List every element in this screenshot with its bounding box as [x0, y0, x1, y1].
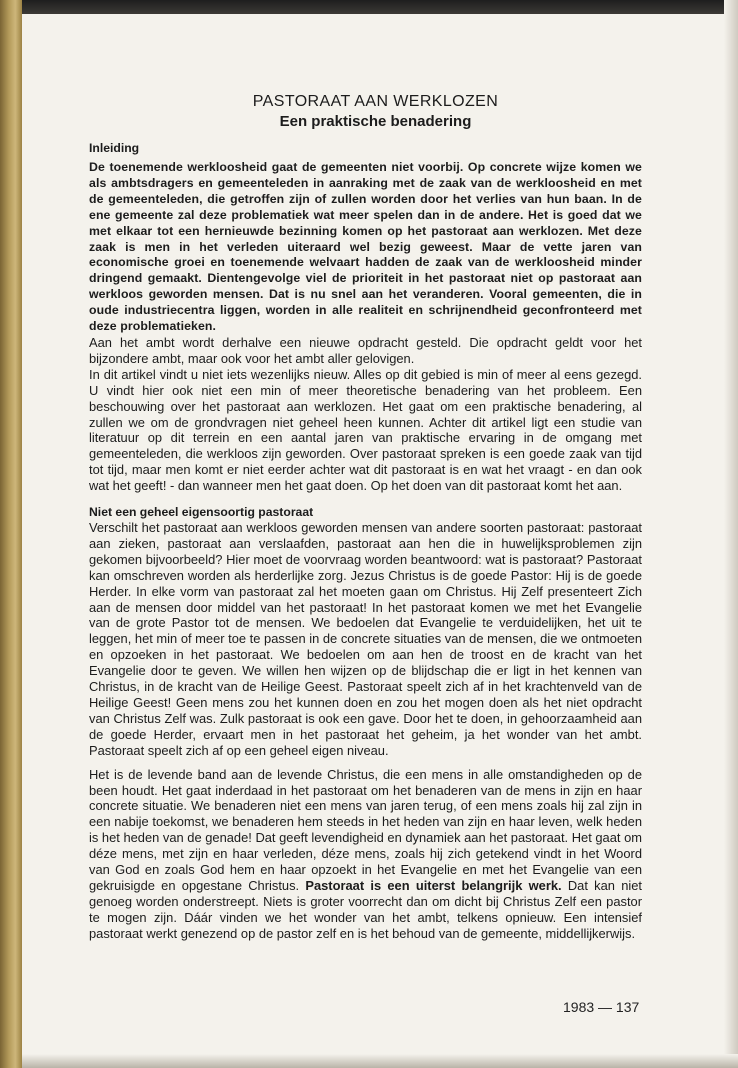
intro-paragraph: De toenemende werkloosheid gaat de gemeenten niet voorbij. Op concrete wijze komen we als ambtsdragers en gemeenteleden in aanraking met de zaak van de werkloosheid en met de gemeenteleden, die getroffen zijn of zullen worden door het verlies van hun baan. In de ene gemeente zal deze problematiek wat meer spelen dan in de andere. Het is goed dat we met elkaar tot een hernieuwde bezinning komen op het pastoraat aan werklozen. Met deze zaak is men in het verleden uiteraard wel bezig geweest. Maar de vette jaren van economische groei en toenemende welvaart hadden de zaak van de werkloosheid minder dringend gemaakt. Dientengevolge viel de prioriteit in het pastoraat niet op pastoraat aan werkloos geworden mensen. Dat is nu snel aan het veranderen. Vooral gemeenten, die in oude industriecentra liggen, worden in alle realiteit en schrijnendheid geconfronteerd met deze problematieken.	[89, 160, 642, 334]
article-subtitle: Een praktische benadering	[279, 113, 472, 130]
paragraph-3: In dit artikel vindt u niet iets wezenlijks nieuw. Alles op dit gebied is min of meer al eens gezegd. U vindt hier ook niet een min of meer theoretische benadering van het probleem. Een beschouwing over het pastoraat aan werklozen. Het gaat om een praktische benadering, al zullen we om de grondvragen niet geheel heen kunnen. Achter dit artikel ligt een studie van literatuur op dit terrein en een aantal jaren van praktische ervaring in de omgang met gemeenteleden, die werkloos zijn geworden. Over pastoraat spreken is een goede zaak van tijd tot tijd, maar men komt er niet eerder achter wat dit pastoraat is en wat het vraagt - en dan ook wat het geeft! - dan wanneer men het gaat doen. Op het doen van dit pastoraat komt het aan.	[89, 366, 642, 494]
paragraph-5-end: Dat kan niet genoeg worden onderstreept. Niets is groter voorrecht dan om dicht bij Christus Zelf een pastor te mogen zijn. Dáár vinden we het wonder van het ambt, telkens opnieuw. Een intensief pastoraat werkt genezend op de pastor zelf en is het behoud van de gemeente, middellijkerwijs.	[89, 877, 642, 941]
page-content	[89, 92, 642, 942]
scan-bottom-edge	[22, 1054, 738, 1068]
paragraph-5-start: Het is de levende band aan de levende Christus, die een mens in alle omstandigheden op de been houdt. Het gaat inderdaad in het pastoraat om het benaderen van de mens in zijn en haar concrete situatie. We benaderen niet een mens van jaren terug, of een mens zoals hij zal zijn in een nabije toekomst, we benaderen hem steeds in het heden van zijn en haar leven, welk heden is het heden van de genade! Dat geeft levendigheid en dynamiek aan het pastoraat. Het gaat om déze mens, met zijn en haar verleden, déze mens, zoals hij zich getekend vindt in het Woord van God en zoals God hem en haar opzoekt in het Evangelie en met het Evangelie van een gekruisigde en opgestane Christus.	[89, 766, 642, 893]
article-title: PASTORAAT AAN WERKLOZEN	[252, 93, 499, 110]
scan-top-edge	[22, 0, 738, 14]
scan-right-edge	[724, 0, 738, 1068]
paragraph-5	[89, 767, 642, 942]
section-heading-inleiding: Inleiding	[89, 141, 140, 155]
paragraph-5-emphasis: Pastoraat is een uiterst belangrijk werk.	[305, 877, 562, 893]
paragraph-2: Aan het ambt wordt derhalve een nieuwe opdracht gesteld. Die opdracht geldt voor het bijzondere ambt, maar ook voor het ambt aller gelovigen.	[89, 334, 642, 366]
section-heading-eigensoortig: Niet een geheel eigensoortig pastoraat	[89, 505, 314, 520]
book-spine	[0, 0, 22, 1068]
paragraph-4: Verschilt het pastoraat aan werkloos geworden mensen van andere soorten pastoraat: pastoraat aan zieken, pastoraat aan verslaafden, pastoraat aan hen die in huwelijksproblemen zijn gekomen bijvoorbeeld? Hier moet de voorvraag worden beantwoord: wat is pastoraat? Pastoraat kan omschreven worden als herderlijke zorg. Jezus Christus is de goede Pastor: Hij is de goede Herder. In elke vorm van pastoraat zal het moeten gaan om Christus. Hij Zelf presenteert Zich aan de mensen door middel van het pastoraat! In het pastoraat komen we met het Evangelie van de grote Pastor tot de mensen. We bedoelen dat Evangelie te verduidelijken, het uit te leggen, het min of meer toe te passen in de concrete situaties van de mensen, die we ontmoeten en opzoeken in het pastoraat. We bedoelen om aan hen de troost en de kracht van het Evangelie door te geven. We willen hen wijzen op de blijdschap die er ligt in het kennen van Christus, in de kracht van de Heilige Geest. Pastoraat speelt zich af in het krachtenveld van de Heilige Geest! Geen mens zou het kunnen doen en zou het mogen doen als het niet opdracht van Christus Zelf was. Zulk pastoraat is ook een gave. Door het te doen, in gehoorzaamheid aan de goede Herder, ervaart men in het pastoraat het geheim, ja het wonder van het ambt. Pastoraat speelt zich af op een geheel eigen niveau.	[89, 520, 642, 758]
page-number: 1983 — 137	[563, 999, 640, 1015]
